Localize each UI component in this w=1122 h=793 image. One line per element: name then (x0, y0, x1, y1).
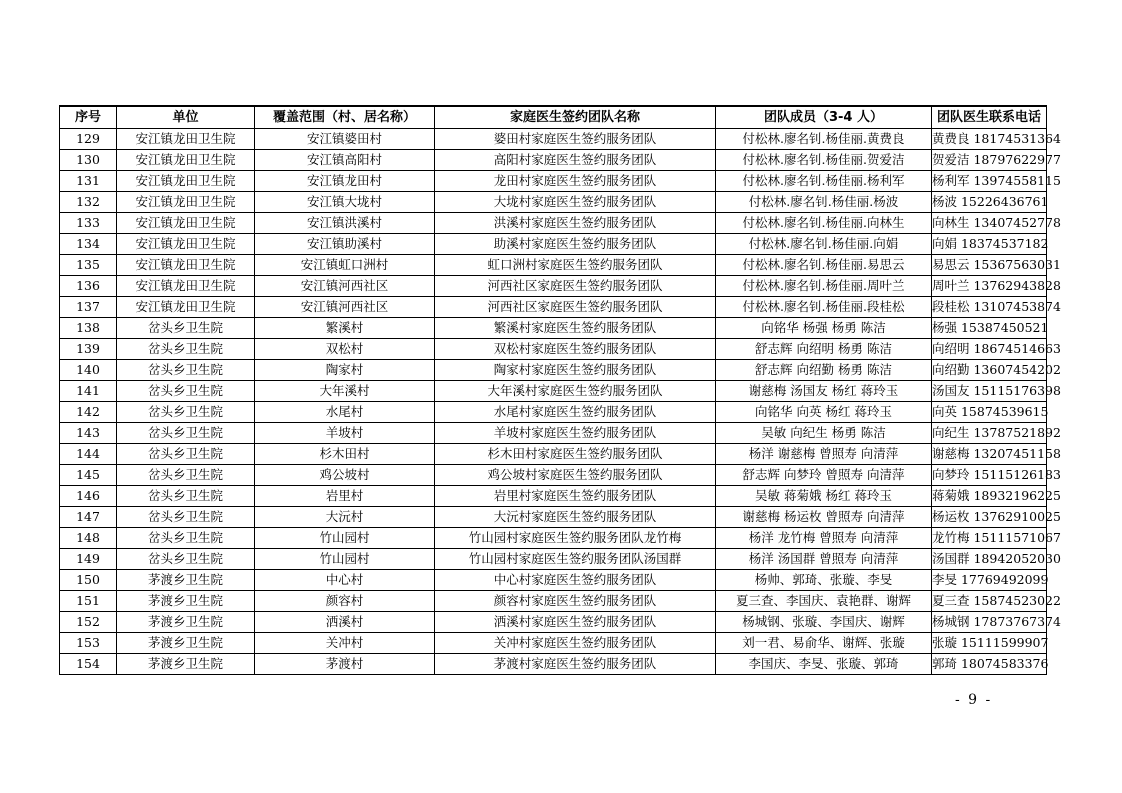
cell-phone: 汤国友 15115176398 (932, 381, 1047, 402)
cell-index: 141 (60, 381, 117, 402)
table-row (60, 507, 1047, 528)
header-unit: 单位 (117, 106, 255, 129)
cell-members: 付松林.廖名钊.杨佳丽.杨利军 (716, 171, 932, 192)
cell-index: 144 (60, 444, 117, 465)
cell-index: 150 (60, 570, 117, 591)
cell-coverage: 竹山园村 (255, 549, 435, 570)
cell-unit: 岔头乡卫生院 (117, 549, 255, 570)
cell-phone: 向梦玲 15115126183 (932, 465, 1047, 486)
cell-unit: 岔头乡卫生院 (117, 360, 255, 381)
cell-team-name: 河西社区家庭医生签约服务团队 (435, 276, 716, 297)
cell-team-name: 洪溪村家庭医生签约服务团队 (435, 213, 716, 234)
table-row (60, 549, 1047, 570)
team-table (59, 105, 1061, 675)
cell-team-name: 助溪村家庭医生签约服务团队 (435, 234, 716, 255)
cell-members: 向铭华 杨强 杨勇 陈洁 (716, 318, 932, 339)
cell-team-name: 岩里村家庭医生签约服务团队 (435, 486, 716, 507)
cell-index: 143 (60, 423, 117, 444)
cell-index: 134 (60, 234, 117, 255)
cell-members: 付松林.廖名钊.杨佳丽.易思云 (716, 255, 932, 276)
table-row (60, 486, 1047, 507)
cell-phone: 杨利军 13974558115 (932, 171, 1047, 192)
cell-members: 刘一君、易俞华、谢辉、张璇 (716, 633, 932, 654)
cell-team-name: 羊坡村家庭医生签约服务团队 (435, 423, 716, 444)
cell-members: 付松林.廖名钊.杨佳丽.黄费良 (716, 129, 932, 150)
cell-index: 137 (60, 297, 117, 318)
table-row (60, 402, 1047, 423)
cell-team-name: 繁溪村家庭医生签约服务团队 (435, 318, 716, 339)
cell-index: 132 (60, 192, 117, 213)
cell-team-name: 高阳村家庭医生签约服务团队 (435, 150, 716, 171)
cell-coverage: 关冲村 (255, 633, 435, 654)
cell-unit: 岔头乡卫生院 (117, 318, 255, 339)
cell-unit: 安江镇龙田卫生院 (117, 213, 255, 234)
cell-phone: 段桂松 13107453874 (932, 297, 1047, 318)
cell-team-name: 虹口洲村家庭医生签约服务团队 (435, 255, 716, 276)
cell-coverage: 水尾村 (255, 402, 435, 423)
cell-unit: 安江镇龙田卫生院 (117, 276, 255, 297)
cell-members: 谢慈梅 汤国友 杨红 蒋玲玉 (716, 381, 932, 402)
cell-phone: 郭琦 18074583376 (932, 654, 1047, 675)
cell-phone: 杨城钢 17873767374 (932, 612, 1047, 633)
cell-phone: 向英 15874539615 (932, 402, 1047, 423)
cell-team-name: 洒溪村家庭医生签约服务团队 (435, 612, 716, 633)
table-row (60, 633, 1047, 654)
cell-phone: 蒋菊娥 18932196225 (932, 486, 1047, 507)
cell-team-name: 颜容村家庭医生签约服务团队 (435, 591, 716, 612)
cell-coverage: 陶家村 (255, 360, 435, 381)
cell-members: 夏三查、李国庆、袁艳群、谢辉 (716, 591, 932, 612)
table-row (60, 192, 1047, 213)
cell-index: 140 (60, 360, 117, 381)
table-row (60, 528, 1047, 549)
header-team-name: 家庭医生签约团队名称 (435, 106, 716, 129)
cell-team-name: 茅渡村家庭医生签约服务团队 (435, 654, 716, 675)
cell-coverage: 安江镇助溪村 (255, 234, 435, 255)
cell-unit: 安江镇龙田卫生院 (117, 192, 255, 213)
cell-index: 130 (60, 150, 117, 171)
cell-unit: 茅渡乡卫生院 (117, 612, 255, 633)
cell-members: 杨洋 汤国群 曾照寿 向清萍 (716, 549, 932, 570)
cell-unit: 岔头乡卫生院 (117, 465, 255, 486)
cell-coverage: 岩里村 (255, 486, 435, 507)
cell-index: 149 (60, 549, 117, 570)
table-row (60, 570, 1047, 591)
cell-team-name: 河西社区家庭医生签约服务团队 (435, 297, 716, 318)
cell-phone: 向林生 13407452778 (932, 213, 1047, 234)
cell-coverage: 中心村 (255, 570, 435, 591)
cell-unit: 茅渡乡卫生院 (117, 654, 255, 675)
table-row (60, 423, 1047, 444)
table-row (60, 129, 1047, 150)
cell-index: 151 (60, 591, 117, 612)
cell-coverage: 杉木田村 (255, 444, 435, 465)
cell-phone: 向娟 18374537182 (932, 234, 1047, 255)
cell-members: 杨城钢、张璇、李国庆、谢辉 (716, 612, 932, 633)
cell-index: 138 (60, 318, 117, 339)
table-row (60, 255, 1047, 276)
table-row (60, 234, 1047, 255)
cell-unit: 安江镇龙田卫生院 (117, 171, 255, 192)
cell-coverage: 鸡公坡村 (255, 465, 435, 486)
cell-index: 135 (60, 255, 117, 276)
cell-team-name: 中心村家庭医生签约服务团队 (435, 570, 716, 591)
cell-members: 向铭华 向英 杨红 蒋玲玉 (716, 402, 932, 423)
cell-phone: 杨波 15226436761 (932, 192, 1047, 213)
cell-coverage: 大沅村 (255, 507, 435, 528)
cell-coverage: 羊坡村 (255, 423, 435, 444)
cell-unit: 安江镇龙田卫生院 (117, 129, 255, 150)
cell-team-name: 关冲村家庭医生签约服务团队 (435, 633, 716, 654)
cell-index: 147 (60, 507, 117, 528)
cell-phone: 向绍明 18674514663 (932, 339, 1047, 360)
cell-coverage: 大年溪村 (255, 381, 435, 402)
cell-team-name: 双松村家庭医生签约服务团队 (435, 339, 716, 360)
cell-unit: 茅渡乡卫生院 (117, 633, 255, 654)
cell-phone: 周叶兰 13762943828 (932, 276, 1047, 297)
cell-unit: 安江镇龙田卫生院 (117, 297, 255, 318)
table-row (60, 591, 1047, 612)
cell-index: 131 (60, 171, 117, 192)
cell-members: 吴敏 向纪生 杨勇 陈洁 (716, 423, 932, 444)
table-row (60, 654, 1047, 675)
cell-index: 153 (60, 633, 117, 654)
cell-coverage: 安江镇大垅村 (255, 192, 435, 213)
cell-index: 148 (60, 528, 117, 549)
cell-unit: 岔头乡卫生院 (117, 381, 255, 402)
cell-members: 付松林.廖名钊.杨佳丽.向林生 (716, 213, 932, 234)
cell-unit: 岔头乡卫生院 (117, 402, 255, 423)
cell-unit: 岔头乡卫生院 (117, 444, 255, 465)
cell-members: 舒志辉 向梦玲 曾照寿 向清萍 (716, 465, 932, 486)
cell-phone: 杨强 15387450521 (932, 318, 1047, 339)
header-members: 团队成员（3-4 人） (716, 106, 932, 129)
cell-members: 舒志辉 向绍勤 杨勇 陈洁 (716, 360, 932, 381)
cell-coverage: 安江镇河西社区 (255, 276, 435, 297)
cell-phone: 李旻 17769492099 (932, 570, 1047, 591)
cell-index: 145 (60, 465, 117, 486)
cell-unit: 茅渡乡卫生院 (117, 591, 255, 612)
header-phone: 团队医生联系电话 (932, 106, 1047, 129)
cell-phone: 张璇 15111599907 (932, 633, 1047, 654)
cell-team-name: 大沅村家庭医生签约服务团队 (435, 507, 716, 528)
cell-team-name: 大垅村家庭医生签约服务团队 (435, 192, 716, 213)
cell-unit: 岔头乡卫生院 (117, 486, 255, 507)
cell-unit: 岔头乡卫生院 (117, 507, 255, 528)
table-row (60, 150, 1047, 171)
table-row (60, 339, 1047, 360)
cell-team-name: 水尾村家庭医生签约服务团队 (435, 402, 716, 423)
cell-coverage: 洒溪村 (255, 612, 435, 633)
cell-team-name: 婆田村家庭医生签约服务团队 (435, 129, 716, 150)
cell-members: 杨洋 龙竹梅 曾照寿 向清萍 (716, 528, 932, 549)
table-row (60, 360, 1047, 381)
table-row (60, 318, 1047, 339)
cell-coverage: 安江镇龙田村 (255, 171, 435, 192)
cell-team-name: 大年溪村家庭医生签约服务团队 (435, 381, 716, 402)
cell-members: 谢慈梅 杨运枚 曾照寿 向清萍 (716, 507, 932, 528)
cell-members: 付松林.廖名钊.杨佳丽.杨波 (716, 192, 932, 213)
cell-unit: 岔头乡卫生院 (117, 528, 255, 549)
cell-coverage: 双松村 (255, 339, 435, 360)
cell-phone: 易思云 15367563031 (932, 255, 1047, 276)
cell-team-name: 竹山园村家庭医生签约服务团队汤国群 (435, 549, 716, 570)
cell-phone: 黄费良 18174531364 (932, 129, 1047, 150)
cell-phone: 龙竹梅 15111571067 (932, 528, 1047, 549)
cell-phone: 汤国群 18942052030 (932, 549, 1047, 570)
cell-index: 146 (60, 486, 117, 507)
cell-coverage: 竹山园村 (255, 528, 435, 549)
page-number: - 9 - (955, 692, 993, 708)
cell-team-name: 竹山园村家庭医生签约服务团队龙竹梅 (435, 528, 716, 549)
cell-index: 133 (60, 213, 117, 234)
cell-members: 付松林.廖名钊.杨佳丽.周叶兰 (716, 276, 932, 297)
cell-coverage: 安江镇洪溪村 (255, 213, 435, 234)
cell-phone: 杨运枚 13762910025 (932, 507, 1047, 528)
cell-coverage: 安江镇高阳村 (255, 150, 435, 171)
cell-team-name: 龙田村家庭医生签约服务团队 (435, 171, 716, 192)
cell-phone: 谢慈梅 13207451158 (932, 444, 1047, 465)
cell-coverage: 繁溪村 (255, 318, 435, 339)
cell-phone: 夏三查 15874523022 (932, 591, 1047, 612)
cell-members: 吴敏 蒋菊娥 杨红 蒋玲玉 (716, 486, 932, 507)
cell-coverage: 安江镇河西社区 (255, 297, 435, 318)
cell-team-name: 鸡公坡村家庭医生签约服务团队 (435, 465, 716, 486)
cell-phone: 向绍勤 13607454202 (932, 360, 1047, 381)
cell-coverage: 颜容村 (255, 591, 435, 612)
cell-index: 139 (60, 339, 117, 360)
table-header-row (60, 106, 1047, 129)
table-row (60, 213, 1047, 234)
table-row (60, 381, 1047, 402)
cell-coverage: 茅渡村 (255, 654, 435, 675)
cell-unit: 岔头乡卫生院 (117, 423, 255, 444)
cell-unit: 茅渡乡卫生院 (117, 570, 255, 591)
cell-index: 152 (60, 612, 117, 633)
cell-members: 杨帅、郭琦、张璇、李旻 (716, 570, 932, 591)
cell-members: 杨洋 谢慈梅 曾照寿 向清萍 (716, 444, 932, 465)
cell-team-name: 杉木田村家庭医生签约服务团队 (435, 444, 716, 465)
cell-index: 154 (60, 654, 117, 675)
cell-members: 付松林.廖名钊.杨佳丽.贺爱洁 (716, 150, 932, 171)
table-row (60, 171, 1047, 192)
header-coverage: 覆盖范围（村、居名称） (255, 106, 435, 129)
cell-index: 142 (60, 402, 117, 423)
table-row (60, 444, 1047, 465)
cell-unit: 安江镇龙田卫生院 (117, 255, 255, 276)
table-row (60, 612, 1047, 633)
table-row (60, 297, 1047, 318)
cell-coverage: 安江镇婆田村 (255, 129, 435, 150)
cell-coverage: 安江镇虹口洲村 (255, 255, 435, 276)
table-row (60, 276, 1047, 297)
header-index: 序号 (60, 106, 117, 129)
cell-index: 129 (60, 129, 117, 150)
cell-phone: 贺爱洁 18797622977 (932, 150, 1047, 171)
cell-index: 136 (60, 276, 117, 297)
table-row (60, 465, 1047, 486)
cell-team-name: 陶家村家庭医生签约服务团队 (435, 360, 716, 381)
cell-phone: 向纪生 13787521892 (932, 423, 1047, 444)
cell-members: 付松林.廖名钊.杨佳丽.段桂松 (716, 297, 932, 318)
cell-members: 付松林.廖名钊.杨佳丽.向娟 (716, 234, 932, 255)
cell-unit: 安江镇龙田卫生院 (117, 150, 255, 171)
cell-unit: 安江镇龙田卫生院 (117, 234, 255, 255)
cell-unit: 岔头乡卫生院 (117, 339, 255, 360)
cell-members: 李国庆、李旻、张璇、郭琦 (716, 654, 932, 675)
cell-members: 舒志辉 向绍明 杨勇 陈洁 (716, 339, 932, 360)
